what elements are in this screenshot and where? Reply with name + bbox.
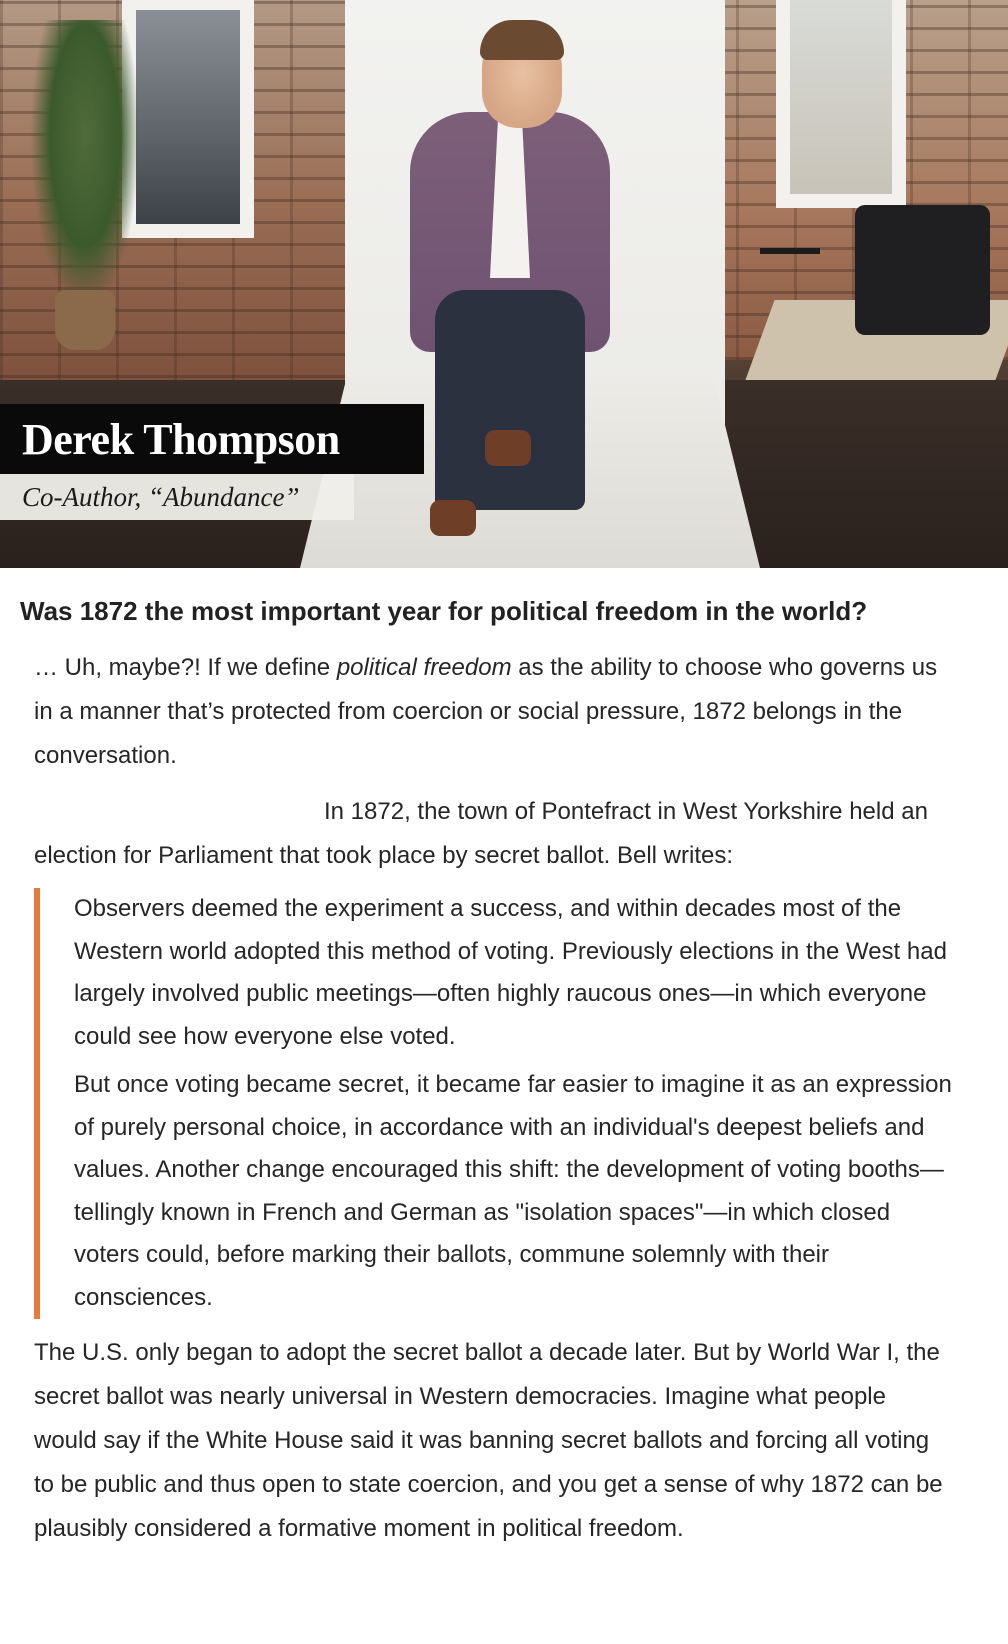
paragraph-pontefract <box>34 790 954 878</box>
speaker-shoe-right <box>485 430 531 466</box>
intro-text-after: as the ability to choose who governs us in a manner that’s protected from coercion or social pressure, 1872 belongs in the conversation. <box>34 654 938 769</box>
speaker-shoe-left <box>430 500 476 536</box>
speaker-hair <box>480 20 564 60</box>
lower-third-role <box>0 474 354 520</box>
intro-emphasis: political freedom <box>336 654 512 681</box>
pontefract-text: In 1872, the town of Pontefract in West Yorkshire held an election for Parliament that took place by secret ballot. Bell writes: <box>34 798 928 869</box>
blockquote <box>34 888 954 1319</box>
armchair <box>855 205 990 335</box>
speaker-role: Co-Author, “Abundance” <box>22 481 300 512</box>
quote-paragraph-2: But once voting became secret, it became far easier to imagine it as an expression of purely personal choice, in accordance with an individual's deepest beliefs and values. Another change encouraged this shift: the development of voting booths— tellingly known in French and German as "isolation spaces"—in which closed voters could, before marking their ballots, commune solemnly with their consciences. <box>74 1071 952 1311</box>
paragraph-conclusion: The U.S. only began to adopt the secret ballot a decade later. But by World War I, the secret ballot was nearly universal in Western democracies. Imagine what people would say if the White House said it was banning secret ballots and forcing all voting to be public and thus open to state coercion, and you get a sense of why 1872 can be plausibly considered a formative moment in political freedom. <box>34 1339 943 1542</box>
speaker-name: Derek Thompson <box>22 414 340 464</box>
side-table <box>760 248 820 254</box>
plant <box>30 20 140 310</box>
window-left <box>122 0 254 238</box>
question-heading: Was 1872 the most important year for political freedom in the world? <box>20 596 868 626</box>
article-body <box>0 594 1008 1551</box>
lower-third-name <box>0 404 424 474</box>
video-still <box>0 0 1008 568</box>
window-right <box>776 0 906 208</box>
paragraph-intro <box>34 646 954 778</box>
plant-pot <box>55 290 115 350</box>
intro-text-before: … Uh, maybe?! If we define <box>34 654 337 681</box>
quote-paragraph-1: Observers deemed the experiment a success, and within decades most of the Western world adopted this method of voting. Previously elections in the West had largely involved public meetings—often highly raucous ones—in which everyone could see how everyone else voted. <box>74 895 947 1050</box>
speaker-legs <box>435 290 585 510</box>
